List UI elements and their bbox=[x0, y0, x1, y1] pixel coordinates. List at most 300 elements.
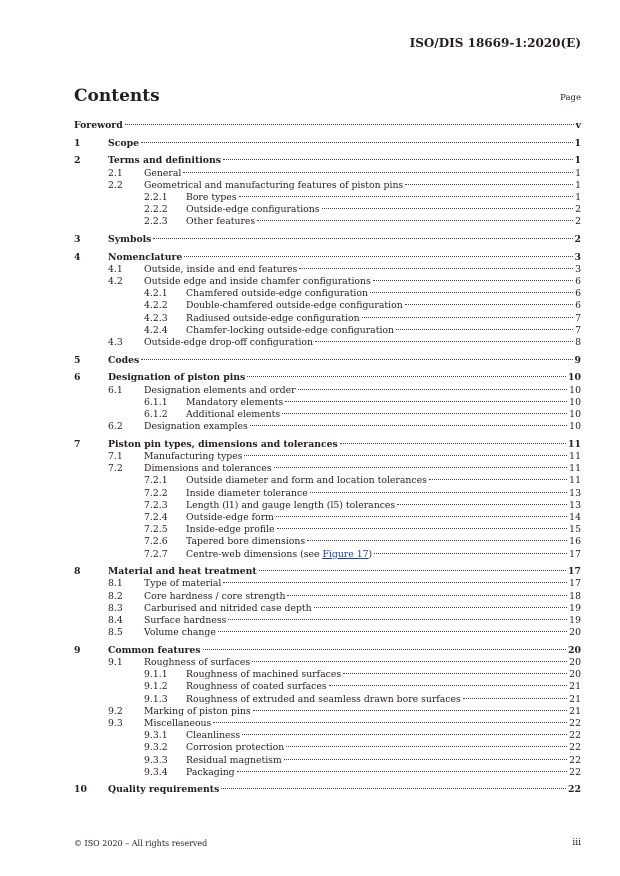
toc-entry-line bbox=[186, 192, 581, 204]
toc-entry[interactable] bbox=[74, 488, 581, 500]
toc-entry-line bbox=[186, 313, 581, 325]
toc-entry[interactable] bbox=[74, 603, 581, 615]
dot-leader bbox=[299, 268, 573, 269]
toc-entry-title-text: Designation elements and order bbox=[144, 384, 296, 396]
toc-entry-title bbox=[186, 313, 360, 325]
toc-entry[interactable] bbox=[74, 397, 581, 409]
toc-entry-page: 10 bbox=[569, 384, 581, 396]
toc-entry-title bbox=[144, 180, 403, 192]
toc-entry-page: 2 bbox=[574, 234, 581, 245]
toc-entry-line bbox=[186, 325, 581, 337]
toc-entry-title bbox=[144, 706, 251, 718]
toc-entry[interactable] bbox=[74, 536, 581, 548]
toc-entry-page: 7 bbox=[575, 324, 581, 336]
toc-entry-title bbox=[186, 288, 368, 300]
toc-entry-number: 6.2 bbox=[108, 421, 123, 433]
toc-entry-title-text: Roughness of coated surfaces bbox=[186, 681, 327, 693]
toc-entry-title bbox=[144, 603, 312, 615]
toc-entry[interactable] bbox=[74, 784, 581, 796]
toc-entry-number: 4.2 bbox=[108, 276, 123, 288]
toc-entry-title bbox=[144, 421, 248, 433]
toc-entry-title-text: Mandatory elements bbox=[186, 396, 284, 408]
toc-entry-title-text: Roughness of machined surfaces bbox=[186, 669, 342, 681]
toc-entry[interactable] bbox=[74, 615, 581, 627]
dot-leader bbox=[239, 196, 574, 197]
toc-entry-number: 8.5 bbox=[108, 627, 123, 639]
toc-entry-title bbox=[186, 512, 274, 524]
toc-entry-line bbox=[144, 627, 581, 639]
toc-entry-title-text: Geometrical and manufacturing features of piston pins bbox=[144, 179, 404, 191]
toc-entry-line bbox=[144, 276, 581, 288]
page-title: Contents bbox=[74, 86, 160, 106]
dot-leader bbox=[274, 467, 568, 468]
toc-entry-title bbox=[108, 138, 139, 150]
toc-entry-page: 2 bbox=[575, 204, 581, 216]
toc-entry-page: 19 bbox=[569, 602, 581, 614]
toc-entry[interactable] bbox=[74, 512, 581, 524]
toc-entry-line bbox=[186, 216, 581, 228]
toc-entry-page: 21 bbox=[569, 693, 581, 705]
toc-entry[interactable] bbox=[74, 439, 581, 451]
toc-entry-line bbox=[108, 566, 581, 578]
dot-leader bbox=[307, 540, 567, 541]
toc-entry-title bbox=[108, 372, 245, 384]
toc-entry-title bbox=[144, 591, 285, 603]
toc-entry-title-text: Core hardness / core strength bbox=[144, 590, 286, 602]
toc-entry-line bbox=[186, 549, 581, 561]
toc-entry-title-text: Outside-edge form bbox=[186, 511, 274, 523]
toc-entry[interactable] bbox=[74, 276, 581, 288]
toc-entry-page: 22 bbox=[568, 784, 581, 796]
toc-entry[interactable] bbox=[74, 372, 581, 384]
toc-entry-title bbox=[108, 784, 219, 796]
toc-entry-page: 7 bbox=[575, 312, 581, 324]
dot-leader bbox=[314, 607, 568, 608]
toc-entry[interactable] bbox=[74, 669, 581, 681]
toc-entry[interactable] bbox=[74, 578, 581, 590]
toc-entry-page: 2 bbox=[575, 216, 581, 228]
toc-entry-page: 20 bbox=[569, 627, 581, 639]
dot-leader bbox=[373, 280, 573, 281]
dot-leader bbox=[286, 746, 567, 747]
toc-entry-title-text: Manufacturing types bbox=[144, 451, 243, 462]
toc-entry-title-text: Terms and definitions bbox=[108, 155, 221, 167]
dot-leader bbox=[237, 771, 568, 772]
toc-entry-page: 9 bbox=[574, 354, 581, 366]
toc-entry[interactable] bbox=[74, 694, 581, 706]
toc-entry-page: 22 bbox=[569, 766, 581, 778]
toc-entry[interactable] bbox=[74, 627, 581, 639]
toc-entry-page: 8 bbox=[575, 337, 581, 348]
toc-entry-line bbox=[186, 536, 581, 548]
toc-entry-line bbox=[108, 138, 581, 150]
toc-entry-title-text: Surface hardness bbox=[144, 614, 227, 626]
toc-entry-page: 17 bbox=[569, 548, 581, 560]
dot-leader bbox=[242, 734, 567, 735]
toc-entry-page: 1 bbox=[575, 179, 581, 191]
toc-entry-page: 20 bbox=[568, 644, 581, 656]
toc-entry-line bbox=[144, 180, 581, 192]
toc-entry-line bbox=[186, 524, 581, 536]
toc-entry-page: 14 bbox=[569, 511, 581, 523]
dot-leader bbox=[429, 479, 567, 480]
toc-entry-title-text: Designation of piston pins bbox=[108, 372, 246, 384]
toc-entry-line bbox=[144, 718, 581, 730]
dot-leader bbox=[322, 208, 574, 209]
toc-entry-title-text: Radiused outside-edge configuration bbox=[186, 312, 360, 324]
toc-entry-title-text: Carburised and nitrided case depth bbox=[144, 602, 312, 614]
toc-entry-title bbox=[186, 216, 255, 228]
toc-entry-title-text: Corrosion protection bbox=[186, 742, 285, 754]
dot-leader bbox=[310, 492, 567, 493]
toc-entry[interactable] bbox=[74, 252, 581, 264]
toc-entry[interactable] bbox=[74, 155, 581, 167]
toc-entry-title bbox=[74, 120, 123, 132]
toc-entry-page: 6 bbox=[575, 300, 581, 312]
toc-entry-number: 7.2.6 bbox=[144, 536, 168, 548]
toc-entry-title bbox=[186, 192, 237, 204]
toc-entry-number: 5 bbox=[74, 354, 81, 366]
toc-entry-title-text: Roughness of extruded and seamless drawn bore surfaces bbox=[186, 693, 461, 705]
toc-entry-page: 22 bbox=[569, 717, 581, 729]
toc-entry-line bbox=[186, 204, 581, 216]
toc-entry-line bbox=[144, 615, 581, 627]
toc-entry-number: 7.2.4 bbox=[144, 511, 168, 523]
toc-entry-line bbox=[186, 300, 581, 312]
toc-entry-line bbox=[144, 168, 581, 180]
toc-entry-page: 20 bbox=[569, 669, 581, 681]
toc-entry-page: 11 bbox=[569, 451, 581, 462]
toc-entry[interactable] bbox=[74, 120, 581, 132]
toc-entry-line bbox=[144, 463, 581, 475]
toc-entry-line bbox=[186, 742, 581, 754]
toc-entry[interactable] bbox=[74, 718, 581, 730]
toc-entry[interactable] bbox=[74, 657, 581, 669]
toc-entry-page: 11 bbox=[569, 475, 581, 487]
toc-entry-page: 3 bbox=[575, 263, 581, 275]
dot-leader bbox=[203, 649, 567, 650]
toc-entry[interactable] bbox=[74, 300, 581, 312]
dot-leader bbox=[277, 528, 568, 529]
toc-entry-line bbox=[186, 397, 581, 409]
toc-entry-line bbox=[144, 578, 581, 590]
toc-entry-number: 6.1.2 bbox=[144, 408, 168, 420]
toc-entry[interactable] bbox=[74, 138, 581, 150]
toc-entry-title bbox=[144, 168, 181, 180]
toc-entry-page: 11 bbox=[569, 463, 581, 475]
toc-entry-title bbox=[186, 475, 427, 487]
toc-entry-title-text: Cleanliness bbox=[186, 730, 241, 742]
toc-entry-number: 7.2.1 bbox=[144, 475, 168, 487]
toc-entry-title-text: Additional elements bbox=[186, 408, 281, 420]
toc-entry-page: 1 bbox=[574, 155, 581, 167]
toc-entry-title bbox=[108, 252, 182, 264]
toc-entry-title-text: Scope bbox=[108, 137, 139, 149]
toc-entry-title-text: Other features bbox=[186, 216, 256, 228]
toc-entry-number: 1 bbox=[74, 137, 81, 149]
toc-entry[interactable] bbox=[74, 755, 581, 767]
toc-entry-number: 4.1 bbox=[108, 263, 123, 275]
toc-entry-line bbox=[108, 252, 581, 264]
toc-entry-page: 22 bbox=[569, 742, 581, 754]
toc-entry-number: 9.3.4 bbox=[144, 766, 168, 778]
toc-entry-title-text: Outside, inside and end features bbox=[144, 263, 298, 275]
toc-entry-title-text: Bore types bbox=[186, 191, 237, 203]
toc-entry-line bbox=[108, 439, 581, 451]
toc-entry[interactable] bbox=[74, 288, 581, 300]
toc-entry[interactable] bbox=[74, 204, 581, 216]
toc-entry-number: 2.1 bbox=[108, 167, 123, 179]
toc-entry-line bbox=[108, 372, 581, 384]
toc-entry[interactable] bbox=[74, 264, 581, 276]
dot-leader bbox=[184, 256, 572, 257]
toc-entry-number: 9.3.3 bbox=[144, 754, 168, 766]
toc-entry-title bbox=[144, 615, 226, 627]
toc-entry[interactable] bbox=[74, 549, 581, 561]
dot-leader bbox=[228, 619, 567, 620]
dot-leader bbox=[329, 685, 567, 686]
toc-entry-line bbox=[108, 645, 581, 657]
toc-entry-title-text: Residual magnetism bbox=[186, 754, 282, 766]
toc-entry-title-text: Volume change bbox=[144, 627, 216, 639]
toc-entry-title bbox=[144, 657, 250, 669]
toc-entry-number: 4.3 bbox=[108, 337, 123, 348]
toc-entry-line bbox=[144, 421, 581, 433]
toc-entry-title bbox=[186, 767, 235, 779]
toc-entry[interactable] bbox=[74, 767, 581, 779]
toc-entry-number: 3 bbox=[74, 234, 81, 245]
toc-entry[interactable] bbox=[74, 180, 581, 192]
toc-entry-title bbox=[186, 730, 240, 742]
dot-leader bbox=[244, 455, 567, 456]
toc-entry-title bbox=[186, 694, 461, 706]
toc-entry[interactable] bbox=[74, 409, 581, 421]
toc-entry-title-text: Quality requirements bbox=[108, 784, 220, 796]
toc-entry-number: 7.2.5 bbox=[144, 524, 168, 536]
toc-entry[interactable] bbox=[74, 730, 581, 742]
toc-entry-title-text: Chamfer-locking outside-edge configuration bbox=[186, 324, 394, 336]
toc-entry-number: 9.1.1 bbox=[144, 669, 168, 681]
toc-entry-number: 9.1.3 bbox=[144, 693, 168, 705]
toc-entry-page: 3 bbox=[574, 251, 581, 263]
dot-leader bbox=[125, 124, 574, 125]
toc-entry[interactable] bbox=[74, 475, 581, 487]
toc-entry-page: 16 bbox=[569, 536, 581, 548]
toc-entry-title bbox=[108, 355, 139, 367]
toc-entry-title bbox=[144, 337, 313, 349]
toc-entry-number: 9 bbox=[74, 644, 81, 656]
toc-entry-title-text: Packaging bbox=[186, 766, 235, 778]
toc-entry-number: 7.2 bbox=[108, 463, 123, 475]
dot-leader bbox=[287, 595, 567, 596]
toc-entry-page: 21 bbox=[569, 705, 581, 717]
toc-entry-line bbox=[144, 337, 581, 349]
dot-leader bbox=[183, 172, 573, 173]
toc-entry-line bbox=[144, 706, 581, 718]
toc-entry-title-suffix: ) bbox=[368, 548, 373, 560]
toc-entry-page: 22 bbox=[569, 730, 581, 742]
dot-leader bbox=[397, 504, 567, 505]
toc-entry-page: 10 bbox=[569, 396, 581, 408]
toc-entry-line bbox=[186, 755, 581, 767]
toc-entry-title-text: Inside-edge profile bbox=[186, 524, 275, 536]
toc-entry-title bbox=[186, 325, 394, 337]
toc-entry-line bbox=[186, 475, 581, 487]
toc-entry[interactable] bbox=[74, 645, 581, 657]
toc-entry-number: 2.2.2 bbox=[144, 204, 168, 216]
toc-entry-title bbox=[186, 669, 341, 681]
toc-entry-page: 1 bbox=[575, 167, 581, 179]
toc-entry-number: 6.1.1 bbox=[144, 396, 168, 408]
toc-entry-number: 7.1 bbox=[108, 451, 123, 462]
dot-leader bbox=[315, 341, 573, 342]
toc-entry-line bbox=[144, 451, 581, 463]
toc-entry-page: 11 bbox=[568, 438, 581, 450]
toc-entry[interactable] bbox=[74, 566, 581, 578]
toc-entry-page: 6 bbox=[575, 276, 581, 288]
dot-leader bbox=[396, 329, 573, 330]
toc-entry-line bbox=[186, 500, 581, 512]
toc-entry[interactable] bbox=[74, 234, 581, 246]
dot-leader bbox=[276, 516, 567, 517]
toc-entry-title bbox=[186, 755, 282, 767]
toc-entry-line bbox=[108, 234, 581, 246]
toc-entry[interactable] bbox=[74, 742, 581, 754]
toc-entry[interactable] bbox=[74, 463, 581, 475]
toc-entry-title bbox=[186, 536, 305, 548]
toc-entry[interactable] bbox=[74, 355, 581, 367]
dot-leader bbox=[463, 698, 567, 699]
toc-entry[interactable] bbox=[74, 591, 581, 603]
toc-entry-number: 8.2 bbox=[108, 590, 123, 602]
toc-entry-line bbox=[74, 120, 581, 132]
toc-entry[interactable] bbox=[74, 706, 581, 718]
toc-entry[interactable] bbox=[74, 421, 581, 433]
dot-leader bbox=[405, 304, 573, 305]
toc-entry-page: 13 bbox=[569, 499, 581, 511]
toc-entry-title-text: General bbox=[144, 167, 182, 179]
dot-leader bbox=[252, 661, 567, 662]
toc-entry-number: 8.4 bbox=[108, 614, 123, 626]
toc-entry-title bbox=[186, 409, 280, 421]
toc-entry-title bbox=[186, 300, 403, 312]
toc-entry-title-text: Double-chamfered outside-edge configuration bbox=[186, 300, 403, 312]
toc-entry[interactable] bbox=[74, 192, 581, 204]
toc-entry-title-text: Length (l1) and gauge length (l5) tolerances bbox=[186, 499, 396, 511]
toc-entry[interactable] bbox=[74, 681, 581, 693]
toc-entry[interactable] bbox=[74, 325, 581, 337]
dot-leader bbox=[285, 401, 567, 402]
toc-entry[interactable] bbox=[74, 500, 581, 512]
toc-entry-line bbox=[186, 288, 581, 300]
page-column-label: Page bbox=[560, 93, 581, 103]
toc-entry-line bbox=[144, 264, 581, 276]
toc-entry-title-text: Nomenclature bbox=[108, 251, 183, 263]
toc-entry-line bbox=[186, 669, 581, 681]
toc-entry-number: 9.3.2 bbox=[144, 742, 168, 754]
toc-entry-title bbox=[144, 463, 272, 475]
toc-entry-page: v bbox=[575, 120, 581, 131]
toc-entry-title-text: Foreword bbox=[74, 120, 123, 131]
toc-entry-number: 4.2.2 bbox=[144, 300, 168, 312]
toc-entry[interactable] bbox=[74, 216, 581, 228]
copyright-footer: © ISO 2020 – All rights reserved bbox=[74, 839, 208, 848]
dot-leader bbox=[218, 631, 567, 632]
toc-entry-number: 9.1 bbox=[108, 657, 123, 668]
page-number: iii bbox=[572, 838, 581, 848]
toc-entry-number: 4.2.4 bbox=[144, 324, 168, 336]
toc-entry-title bbox=[186, 204, 320, 216]
dot-leader bbox=[259, 570, 566, 571]
dot-leader bbox=[405, 184, 573, 185]
dot-leader bbox=[247, 376, 566, 377]
toc-entry-number: 2.2 bbox=[108, 179, 123, 191]
toc-entry[interactable] bbox=[74, 451, 581, 463]
toc-entry-number: 2 bbox=[74, 155, 81, 167]
toc-entry-number: 6 bbox=[74, 372, 81, 384]
toc-entry-number: 9.3 bbox=[108, 717, 123, 729]
toc-entry-number: 6.1 bbox=[108, 384, 123, 396]
toc-entry-page: 15 bbox=[569, 524, 581, 536]
toc-entry-page: 20 bbox=[569, 657, 581, 668]
toc-entry-page: 22 bbox=[569, 754, 581, 766]
toc-entry-title bbox=[186, 397, 283, 409]
document-id-header: ISO/DIS 18669-1:2020(E) bbox=[409, 36, 581, 50]
toc-entry[interactable] bbox=[74, 168, 581, 180]
toc-entry-title bbox=[108, 439, 338, 451]
toc-entry-title bbox=[144, 718, 211, 730]
toc-entry-title-text: Symbols bbox=[108, 234, 152, 245]
toc-entry-number: 7.2.7 bbox=[144, 548, 168, 560]
toc-entry[interactable] bbox=[74, 313, 581, 325]
toc-entry-line bbox=[108, 784, 581, 796]
toc-entry-page: 21 bbox=[569, 681, 581, 693]
toc-entry-line bbox=[144, 657, 581, 669]
toc-entry-title-text: Chamfered outside-edge configuration bbox=[186, 288, 368, 300]
dot-leader bbox=[141, 359, 572, 360]
toc-entry-title-text: Piston pin types, dimensions and tolerances bbox=[108, 438, 338, 450]
dot-leader bbox=[374, 553, 567, 554]
toc-entry-page: 10 bbox=[569, 421, 581, 433]
toc-entry[interactable] bbox=[74, 337, 581, 349]
toc-entry-number: 2.2.3 bbox=[144, 216, 168, 228]
toc-entry-title bbox=[144, 627, 216, 639]
toc-entry-number: 4.2.1 bbox=[144, 288, 168, 300]
toc-entry-title bbox=[186, 488, 308, 500]
dot-leader bbox=[250, 425, 567, 426]
toc-entry-line bbox=[186, 409, 581, 421]
toc-entry-title-text: Type of material bbox=[144, 578, 222, 590]
toc-entry-title-text: Roughness of surfaces bbox=[144, 657, 251, 668]
dot-leader bbox=[282, 413, 567, 414]
toc-entry-number: 2.2.1 bbox=[144, 191, 168, 203]
toc-entry-title bbox=[108, 155, 221, 167]
dot-leader bbox=[340, 443, 566, 444]
toc-entry[interactable] bbox=[74, 524, 581, 536]
toc-entry-page: 10 bbox=[568, 372, 581, 384]
toc-entry-title-text: Dimensions and tolerances bbox=[144, 463, 272, 475]
toc-entry-title-text: Marking of piston pins bbox=[144, 705, 251, 717]
toc-entry-title bbox=[186, 500, 395, 512]
toc-entry-title-text: Tapered bore dimensions bbox=[186, 536, 306, 548]
toc-entry[interactable] bbox=[74, 385, 581, 397]
dot-leader bbox=[370, 292, 573, 293]
toc-entry-title bbox=[108, 566, 257, 578]
toc-entry-line bbox=[186, 694, 581, 706]
toc-entry-line bbox=[186, 767, 581, 779]
figure-link[interactable]: Figure 17 bbox=[322, 548, 369, 560]
toc-entry-title-text: Centre-web dimensions (see bbox=[186, 548, 323, 560]
